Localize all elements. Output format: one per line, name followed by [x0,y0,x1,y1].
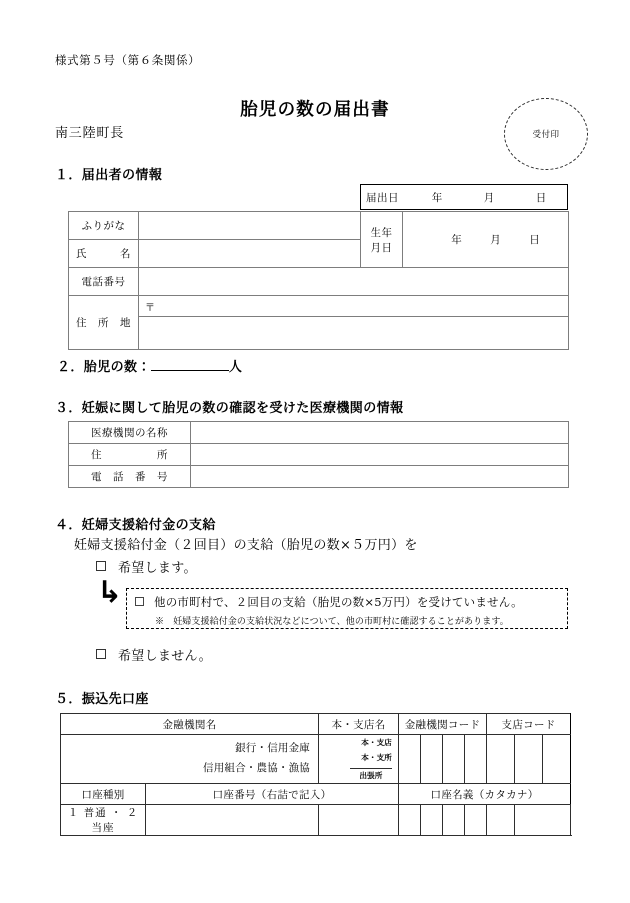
account-type-header: 口座種別 [61,784,146,805]
receipt-stamp-area [504,98,588,170]
down-right-arrow-icon: ↳ [97,575,123,610]
section-5-heading: ５．振込先口座 [55,692,149,707]
account-number-digit[interactable] [443,805,465,836]
verification-note: ※ 妊婦支援給付金の支給状況などについて、他の市町村に確認することがあります。 [155,617,509,627]
branch-code-digit[interactable] [543,735,571,784]
filing-date-month[interactable]: 月 [483,191,495,204]
institution-code-digit[interactable] [399,735,421,784]
institution-code-digit[interactable] [465,735,487,784]
branch-kind-2: 本・支所 [361,753,392,763]
benefit-request-no-option[interactable] [96,645,212,664]
applicant-info-table [68,211,569,350]
table-row [61,735,571,784]
institution-code-digit[interactable] [443,735,465,784]
postal-code-input[interactable] [139,296,569,317]
receipt-stamp-label: 受付印 [532,130,560,140]
branch-code-digit[interactable] [487,735,515,784]
postal-mark-icon: 〒 [145,302,155,314]
birthdate-input[interactable] [403,212,569,268]
furigana-input[interactable] [139,212,361,240]
institution-code-digit[interactable] [421,735,443,784]
birth-year: 年 [451,234,462,246]
other-municipality-label: 他の市町村で、２回目の支給（胎児の数×5万円）を受けていません。 [154,595,523,609]
birthdate-label [361,212,403,268]
table-row [61,784,571,805]
table-row [69,466,569,488]
section-4-heading: ４．妊婦支援給付金の支給 [55,518,216,533]
branch-name-input[interactable] [319,735,399,784]
account-number-digit[interactable] [319,805,399,836]
account-number-digit[interactable] [487,805,515,836]
institution-address-input[interactable] [191,444,569,466]
address-label: 住 所 地 [69,296,139,350]
birth-month: 月 [490,234,501,246]
branch-kind-1: 本・支店 [361,738,392,748]
filing-date-box [360,184,568,210]
fetus-count-unit: 人 [228,360,243,375]
benefit-request-no-label: 希望しません。 [118,649,212,664]
institution-kind-line2: 信用組合・農協・漁協 [203,762,310,774]
checkbox-request-yes[interactable] [96,561,106,571]
account-number-digit[interactable] [399,805,421,836]
institution-name-input[interactable] [191,422,569,444]
table-row [69,422,569,444]
bank-account-table [60,713,571,836]
name-input[interactable] [139,240,361,268]
phone-label: 電話番号 [69,268,139,296]
branch-name-header: 本・支店名 [319,714,399,735]
institution-phone-label: 電 話 番 号 [69,466,191,488]
table-row [61,805,571,836]
institution-name-header: 金融機関名 [61,714,319,735]
account-holder-header: 口座名義（カタカナ） [399,784,571,805]
benefit-request-yes-option[interactable] [96,557,197,576]
other-municipality-notice-box [126,588,568,629]
fetus-count-input[interactable] [151,370,229,371]
table-row [69,212,569,240]
branch-code-header: 支店コード [487,714,571,735]
branch-code-digit[interactable] [515,735,543,784]
checkbox-request-no[interactable] [96,649,106,659]
birthdate-label-line1: 生年 [370,226,393,239]
branch-kind-3: 出張所 [350,768,392,781]
institution-kind-line1: 銀行・信用金庫 [235,742,310,755]
account-type-input[interactable]: １ 普通 ・ ２ 当座 [61,805,146,836]
table-row [69,444,569,466]
table-row [61,714,571,735]
checkbox-not-received-elsewhere[interactable] [135,597,144,606]
benefit-request-yes-label: 希望します。 [118,561,197,576]
account-number-digit[interactable] [465,805,487,836]
filing-date-day[interactable]: 日 [535,191,547,204]
filing-date-year[interactable]: 年 [431,191,443,204]
account-holder-input[interactable] [515,805,571,836]
birthdate-label-line2: 月日 [370,241,393,254]
filing-date-label: 届出日 [366,191,399,204]
page-title: 胎児の数の届出書 [240,100,390,120]
account-number-header: 口座番号（右詰で記入） [146,784,399,805]
institution-code-header: 金融機関コード [399,714,487,735]
section-2-label: ２．胎児の数： [57,360,151,375]
account-number-digit[interactable] [146,805,319,836]
birth-day: 日 [529,234,540,246]
table-row [69,296,569,317]
address-input[interactable] [139,317,569,350]
name-label: 氏 名 [69,240,139,268]
table-row [69,268,569,296]
section-4-lead-text: 妊婦支援給付金（２回目）の支給（胎児の数×５万円）を [74,538,418,553]
phone-input[interactable] [139,268,569,296]
institution-phone-input[interactable] [191,466,569,488]
account-number-digit[interactable] [421,805,443,836]
section-2-heading [57,356,242,375]
medical-institution-table [68,421,569,488]
furigana-label: ふりがな [69,212,139,240]
other-municipality-option[interactable] [127,589,567,610]
addressee: 南三陸町長 [55,126,125,141]
form-number: 様式第５号（第６条関係） [55,53,201,67]
section-3-heading: ３．妊娠に関して胎児の数の確認を受けた医療機関の情報 [55,401,404,416]
section-1-heading: １．届出者の情報 [55,168,163,183]
institution-name-input[interactable] [61,735,319,784]
table-row [69,317,569,350]
institution-name-label: 医療機関の名称 [69,422,191,444]
institution-address-label: 住 所 [69,444,191,466]
